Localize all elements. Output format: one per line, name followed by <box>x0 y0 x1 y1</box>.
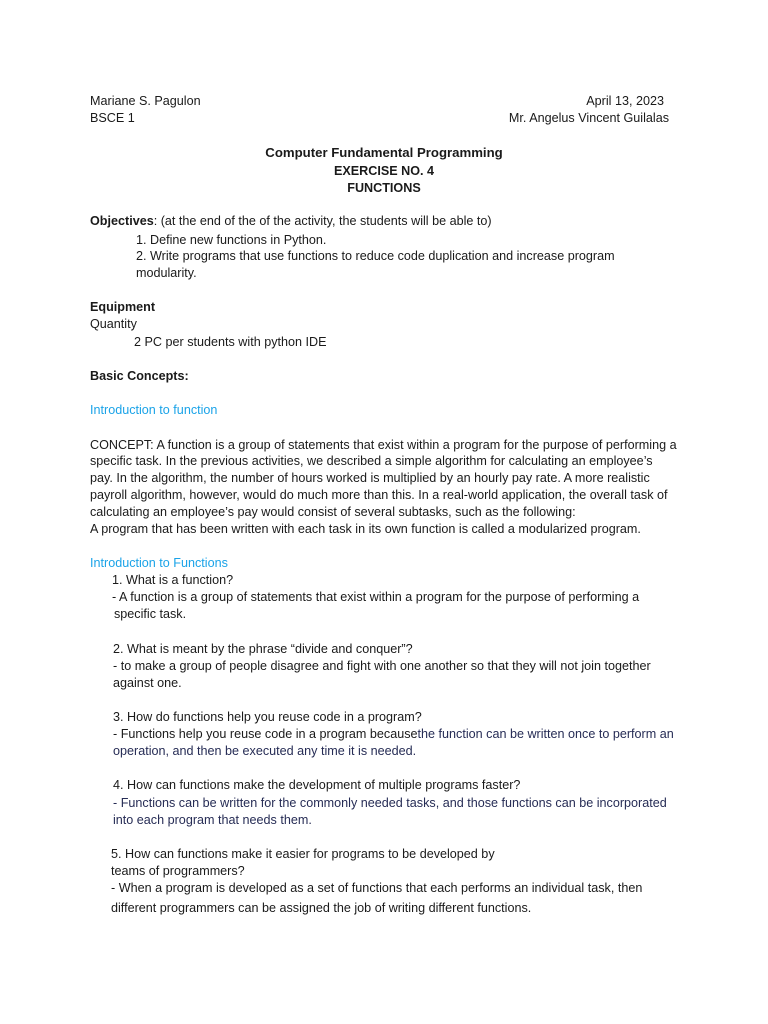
objectives-label: Objectives <box>90 214 154 228</box>
objective-item: 2. Write programs that use functions to reduce code duplication and increase program <box>136 249 615 263</box>
equipment-item: 2 PC per students with python IDE <box>134 335 327 349</box>
concept-line: A program that has been written with each task in its own function is called a modularized program. <box>90 522 641 536</box>
answer-3-part-a: - Functions help you reuse code in a program because <box>113 727 418 741</box>
answer-4-line: into each program that needs them. <box>113 813 312 827</box>
answer-5-line: - When a program is developed as a set of functions that each performs an individual task, then <box>111 881 643 895</box>
question-2: 2. What is meant by the phrase “divide and conquer”? <box>113 642 413 656</box>
exercise-topic: FUNCTIONS <box>347 181 421 195</box>
answer-3-part-b: the function can be written once to perform an <box>417 727 674 741</box>
concept-line: pay. In the algorithm, the number of hours worked is multiplied by an hourly pay rate. A more realistic <box>90 471 650 485</box>
course-title: Computer Fundamental Programming <box>265 145 503 160</box>
objectives-heading <box>90 213 492 229</box>
document-date: April 13, 2023 <box>586 94 664 108</box>
question-1: 1. What is a function? <box>112 573 234 587</box>
question-5-line: teams of programmers? <box>111 864 245 878</box>
intro-function-heading[interactable]: Introduction to function <box>90 403 218 417</box>
concept-line: payroll algorithm, however, would do much more than this. In a real-world application, the overall task of <box>90 488 668 502</box>
student-section: BSCE 1 <box>90 111 135 125</box>
intro-functions-heading[interactable]: Introduction to Functions <box>90 556 228 570</box>
question-4: 4. How can functions make the development of multiple programs faster? <box>113 778 521 792</box>
concept-line: calculating an employee’s pay would consist of several subtasks, such as the following: <box>90 505 576 519</box>
basic-concepts-heading: Basic Concepts: <box>90 369 189 383</box>
concept-line: CONCEPT: A function is a group of statements that exist within a program for the purpose of performing a <box>90 438 677 452</box>
concept-line: specific task. In the previous activities, we described a simple algorithm for calculating an employee’s <box>90 454 653 468</box>
answer-5-line: different programmers can be assigned the job of writing different functions. <box>111 901 532 915</box>
answer-1-line: specific task. <box>114 607 187 621</box>
answer-3-line <box>113 726 674 742</box>
student-name: Mariane S. Pagulon <box>90 94 201 108</box>
answer-4-line: - Functions can be written for the commonly needed tasks, and those functions can be incorporated <box>113 796 667 810</box>
exercise-number: EXERCISE NO. 4 <box>333 164 435 178</box>
objective-item-continued: modularity. <box>136 266 197 280</box>
objective-item: 1. Define new functions in Python. <box>136 233 327 247</box>
answer-3-line: operation, and then be executed any time it is needed. <box>113 744 417 758</box>
answer-2-line: - to make a group of people disagree and fight with one another so that they will not join together <box>113 659 651 673</box>
question-3: 3. How do functions help you reuse code in a program? <box>113 710 422 724</box>
equipment-heading: Equipment <box>90 300 156 314</box>
answer-1-line: - A function is a group of statements that exist within a program for the purpose of performing a <box>112 590 640 604</box>
question-5-line: 5. How can functions make it easier for programs to be developed by <box>111 847 495 861</box>
objectives-intro: : (at the end of the of the activity, the students will be able to) <box>153 214 492 228</box>
instructor-name: Mr. Angelus Vincent Guilalas <box>508 111 669 125</box>
answer-2-line: against one. <box>113 676 182 690</box>
equipment-quantity-label: Quantity <box>90 317 137 331</box>
